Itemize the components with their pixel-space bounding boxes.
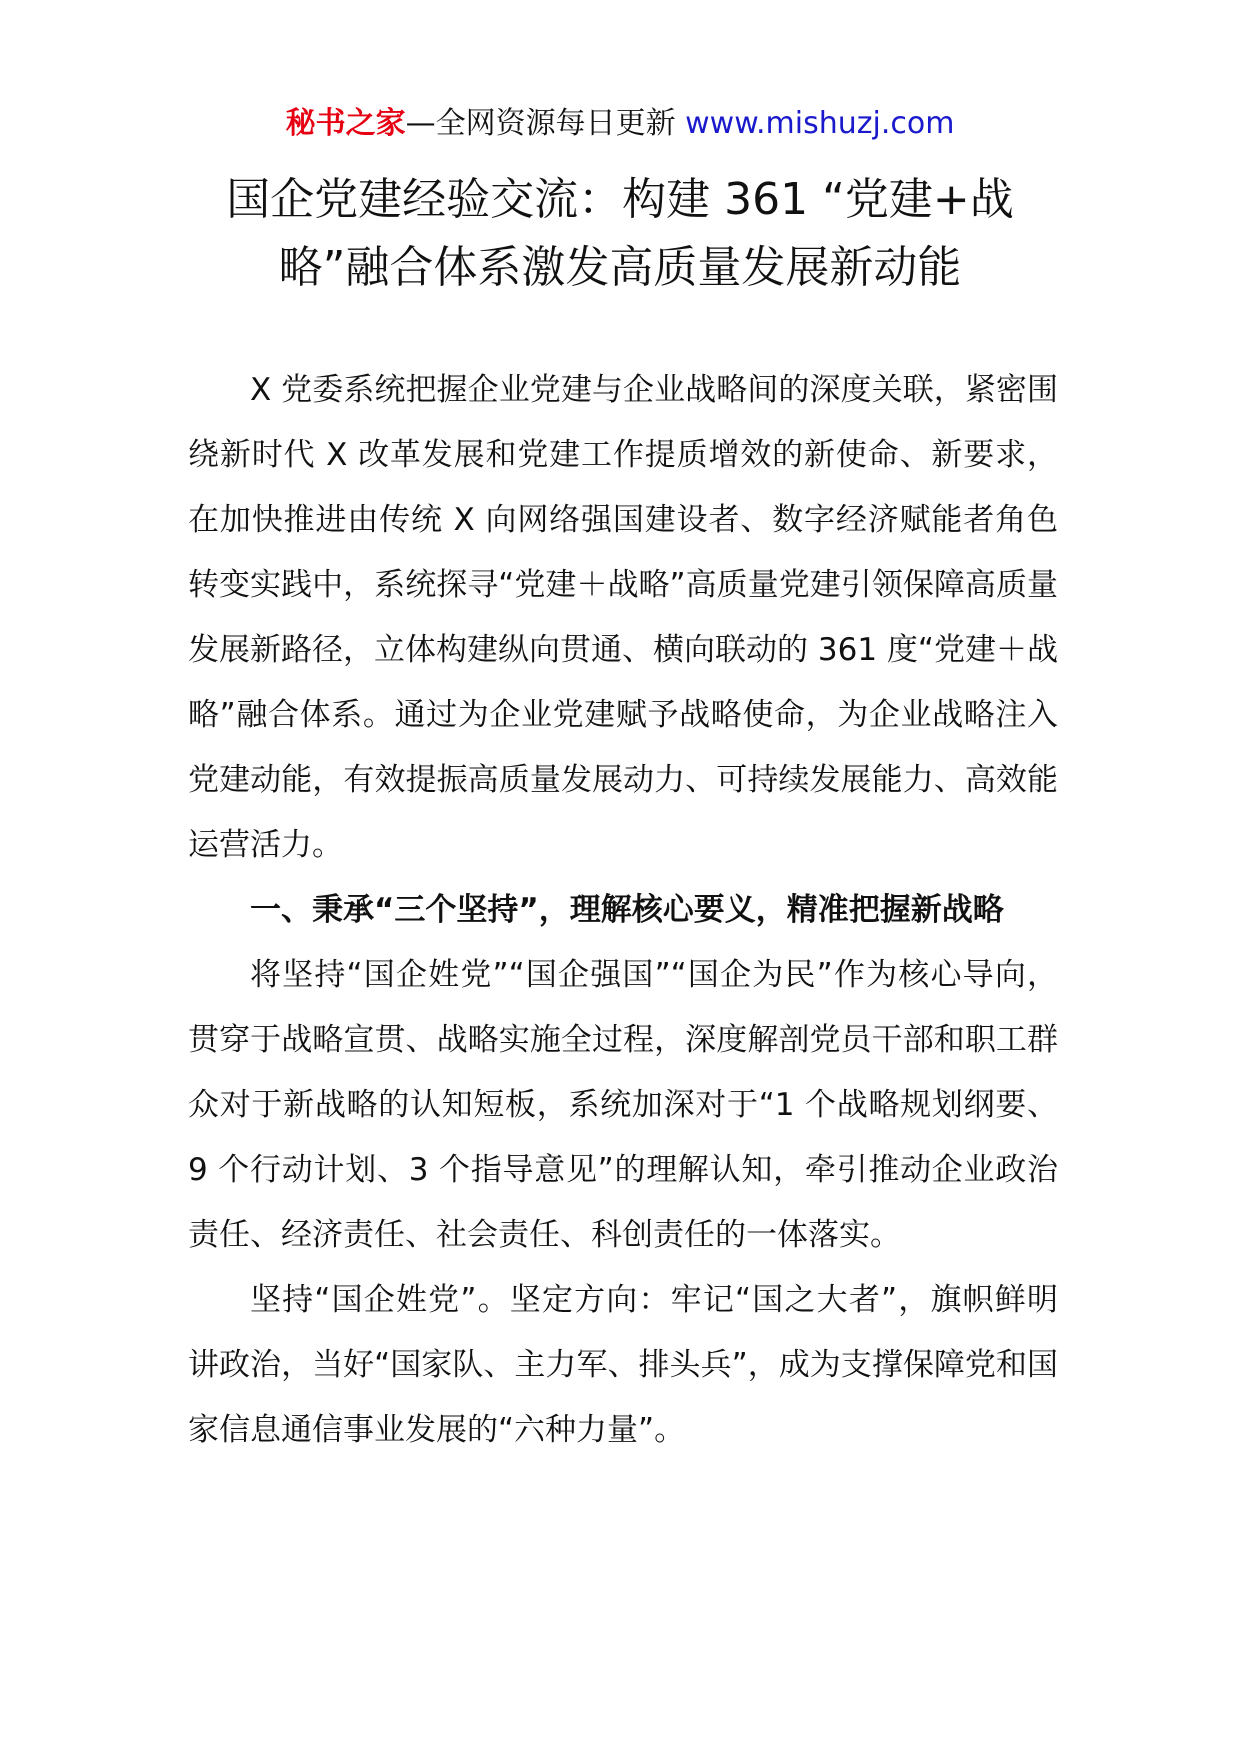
title-line-2: 略”融合体系激发高质量发展新动能 — [278, 242, 962, 293]
document-title — [180, 166, 1060, 302]
brand-name: 秘书之家 — [285, 106, 406, 141]
site-header — [0, 104, 1240, 144]
site-url-link[interactable]: www.mishuzj.com — [685, 106, 955, 141]
header-tagline: —全网资源每日更新 — [405, 106, 676, 141]
paragraph-core-orientation: 将坚持“国企姓党”“国企强国”“国企为民”作为核心导向，贯穿于战略宣贯、战略实施全过程，深度解剖党员干部和职工群众对于新战略的认知短板，系统加深对于“1 个战略规划纲要、9 个行动计划、3 个指导意见”的理解认知，牵引推动企业政治责任、经济责任、社会责任、科创责任的一体落实。 — [188, 957, 1058, 1253]
section-heading-1: 一、秉承“三个坚持”，理解核心要义，精准把握新战略 — [250, 892, 1004, 928]
title-line-1: 国企党建经验交流：构建 361 “党建+战 — [226, 174, 1014, 225]
paragraph-party-nature: 坚持“国企姓党”。坚定方向：牢记“国之大者”，旗帜鲜明讲政治，当好“国家队、主力军、排头兵”，成为支撑保障党和国家信息通信事业发展的“六种力量”。 — [188, 1282, 1058, 1448]
paragraph-intro: X 党委系统把握企业党建与企业战略间的深度关联，紧密围绕新时代 X 改革发展和党建工作提质增效的新使命、新要求，在加快推进由传统 X 向网络强国建设者、数字经济赋能者角色转变实践中，系统探寻“党建＋战略”高质量党建引领保障高质量发展新路径，立体构建纵向贯通、横向联动的 361 度“党建＋战略”融合体系。通过为企业党建赋予战略使命，为企业战略注入党建动能，有效提振高质量发展动力、可持续发展能力、高效能运营活力。 — [188, 372, 1058, 863]
document-body — [188, 358, 1058, 1463]
